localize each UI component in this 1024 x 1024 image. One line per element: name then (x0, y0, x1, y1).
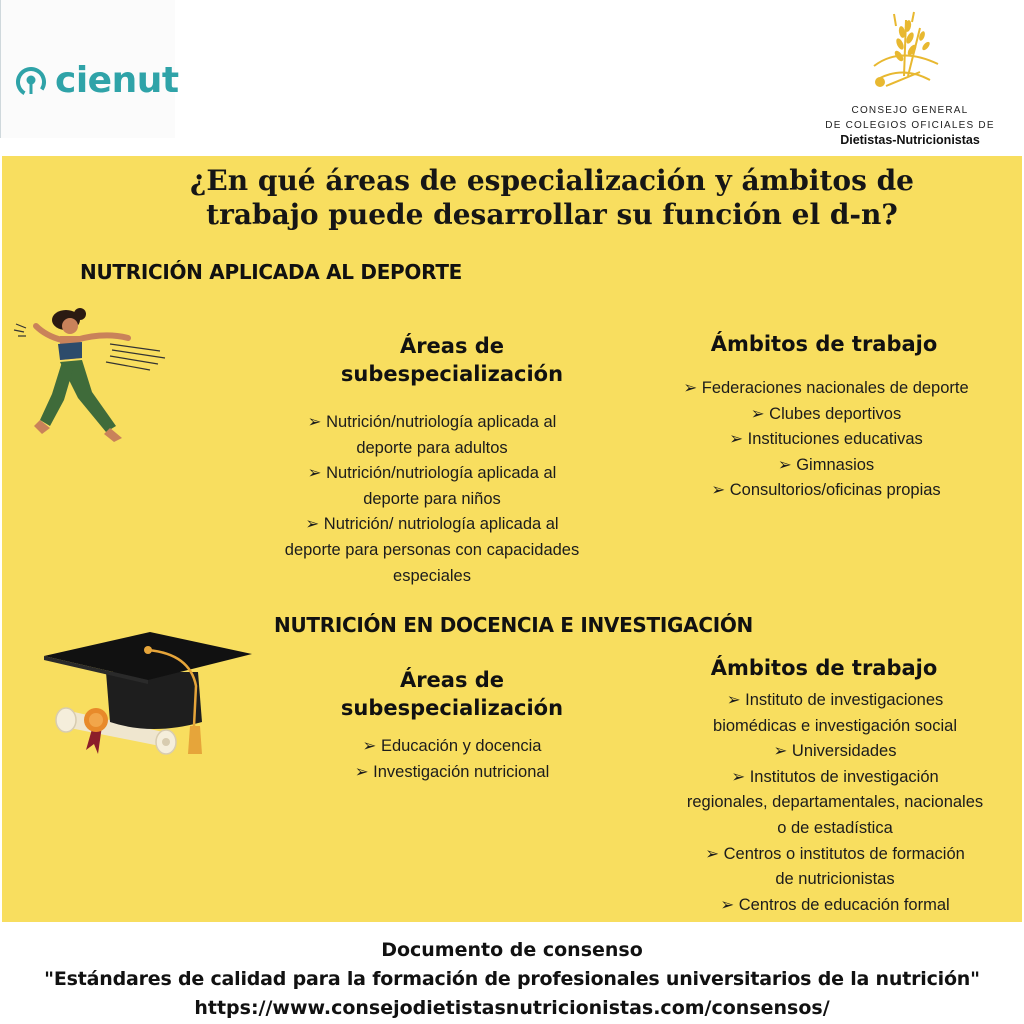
cienut-wordmark: cienut (55, 60, 179, 101)
list-item: ➢ Investigación nutricional (354, 762, 550, 781)
page-title (2, 164, 1022, 232)
list-item: de nutricionistas (775, 870, 895, 889)
list-item: especiales (393, 566, 471, 585)
list-item: ➢ Nutrición/ nutriología aplicada al (305, 515, 559, 534)
footer-doc-title: "Estándares de calidad para la formación de profesionales universitarios de la nutrición" (44, 968, 980, 990)
page-title-line1: ¿En qué áreas de especialización y ámbitos de (190, 164, 914, 197)
areas-title-line1: Áreas de (399, 334, 505, 358)
list-item: deporte para niños (363, 489, 501, 508)
list-item: ➢ Clubes deportivos (750, 404, 902, 423)
content-panel (2, 156, 1022, 922)
list-item: ➢ Nutrición/nutriología aplicada al (307, 413, 557, 431)
ambitos-title-deporte: Ámbitos de trabajo (710, 332, 938, 356)
consejo-line3: Dietistas-Nutricionistas (840, 133, 980, 147)
list-item: ➢ Gimnasios (777, 455, 875, 474)
list-item: biomédicas e investigación social (713, 716, 957, 735)
consejo-line1: CONSEJO GENERAL (851, 105, 969, 116)
footer (0, 936, 1024, 1023)
areas-title-line1: Áreas de (399, 668, 505, 692)
areas-title-line2: subespecialización (340, 696, 564, 720)
ambitos-title-docencia: Ámbitos de trabajo (710, 656, 938, 680)
areas-title-line2: subespecialización (340, 362, 564, 386)
list-item: ➢ Institutos de investigación (731, 767, 939, 786)
footer-doc-label: Documento de consenso (381, 939, 643, 961)
areas-title-docencia (302, 666, 602, 722)
section-heading-deporte: NUTRICIÓN APLICADA AL DEPORTE (80, 260, 463, 284)
list-item: ➢ Instituto de investigaciones (726, 691, 944, 709)
section-heading-docencia: NUTRICIÓN EN DOCENCIA E INVESTIGACIÓN (274, 613, 753, 637)
list-item: ➢ Centros o institutos de formación (705, 844, 965, 863)
runner-illustration (10, 296, 170, 466)
list-item: ➢ Consultorios/oficinas propias (711, 481, 941, 500)
footer-url: https://www.consejodietistasnutricionistas.com/consensos/ (194, 997, 830, 1019)
list-item: ➢ Instituciones educativas (729, 430, 923, 449)
list-item: ➢ Universidades (773, 742, 897, 761)
ambitos-list-deporte (650, 376, 1002, 504)
areas-title-deporte (302, 332, 602, 388)
areas-list-docencia (302, 734, 602, 785)
cienut-logo (0, 0, 179, 138)
list-item: ➢ Centros de educación formal (720, 895, 950, 914)
list-item: deporte para adultos (356, 438, 508, 457)
wheat-emblem-icon (860, 6, 950, 102)
consejo-line2: DE COLEGIOS OFICIALES DE (825, 120, 995, 131)
list-item: deporte para personas con capacidades (284, 540, 580, 559)
list-item: ➢ Educación y docencia (362, 737, 542, 755)
list-item: ➢ Federaciones nacionales de deporte (683, 379, 969, 397)
list-item: o de estadística (777, 818, 893, 837)
list-item: ➢ Nutrición/nutriología aplicada al (307, 464, 557, 483)
page-title-line2: trabajo puede desarrollar su función el d-n? (206, 198, 898, 231)
cienut-logo-icon (15, 66, 47, 98)
ambitos-list-docencia (650, 688, 1020, 918)
list-item: regionales, departamentales, nacionales (686, 793, 984, 812)
areas-list-deporte (252, 410, 612, 589)
consejo-logo (820, 6, 1000, 152)
graduation-cap-diploma-illustration (40, 626, 255, 771)
